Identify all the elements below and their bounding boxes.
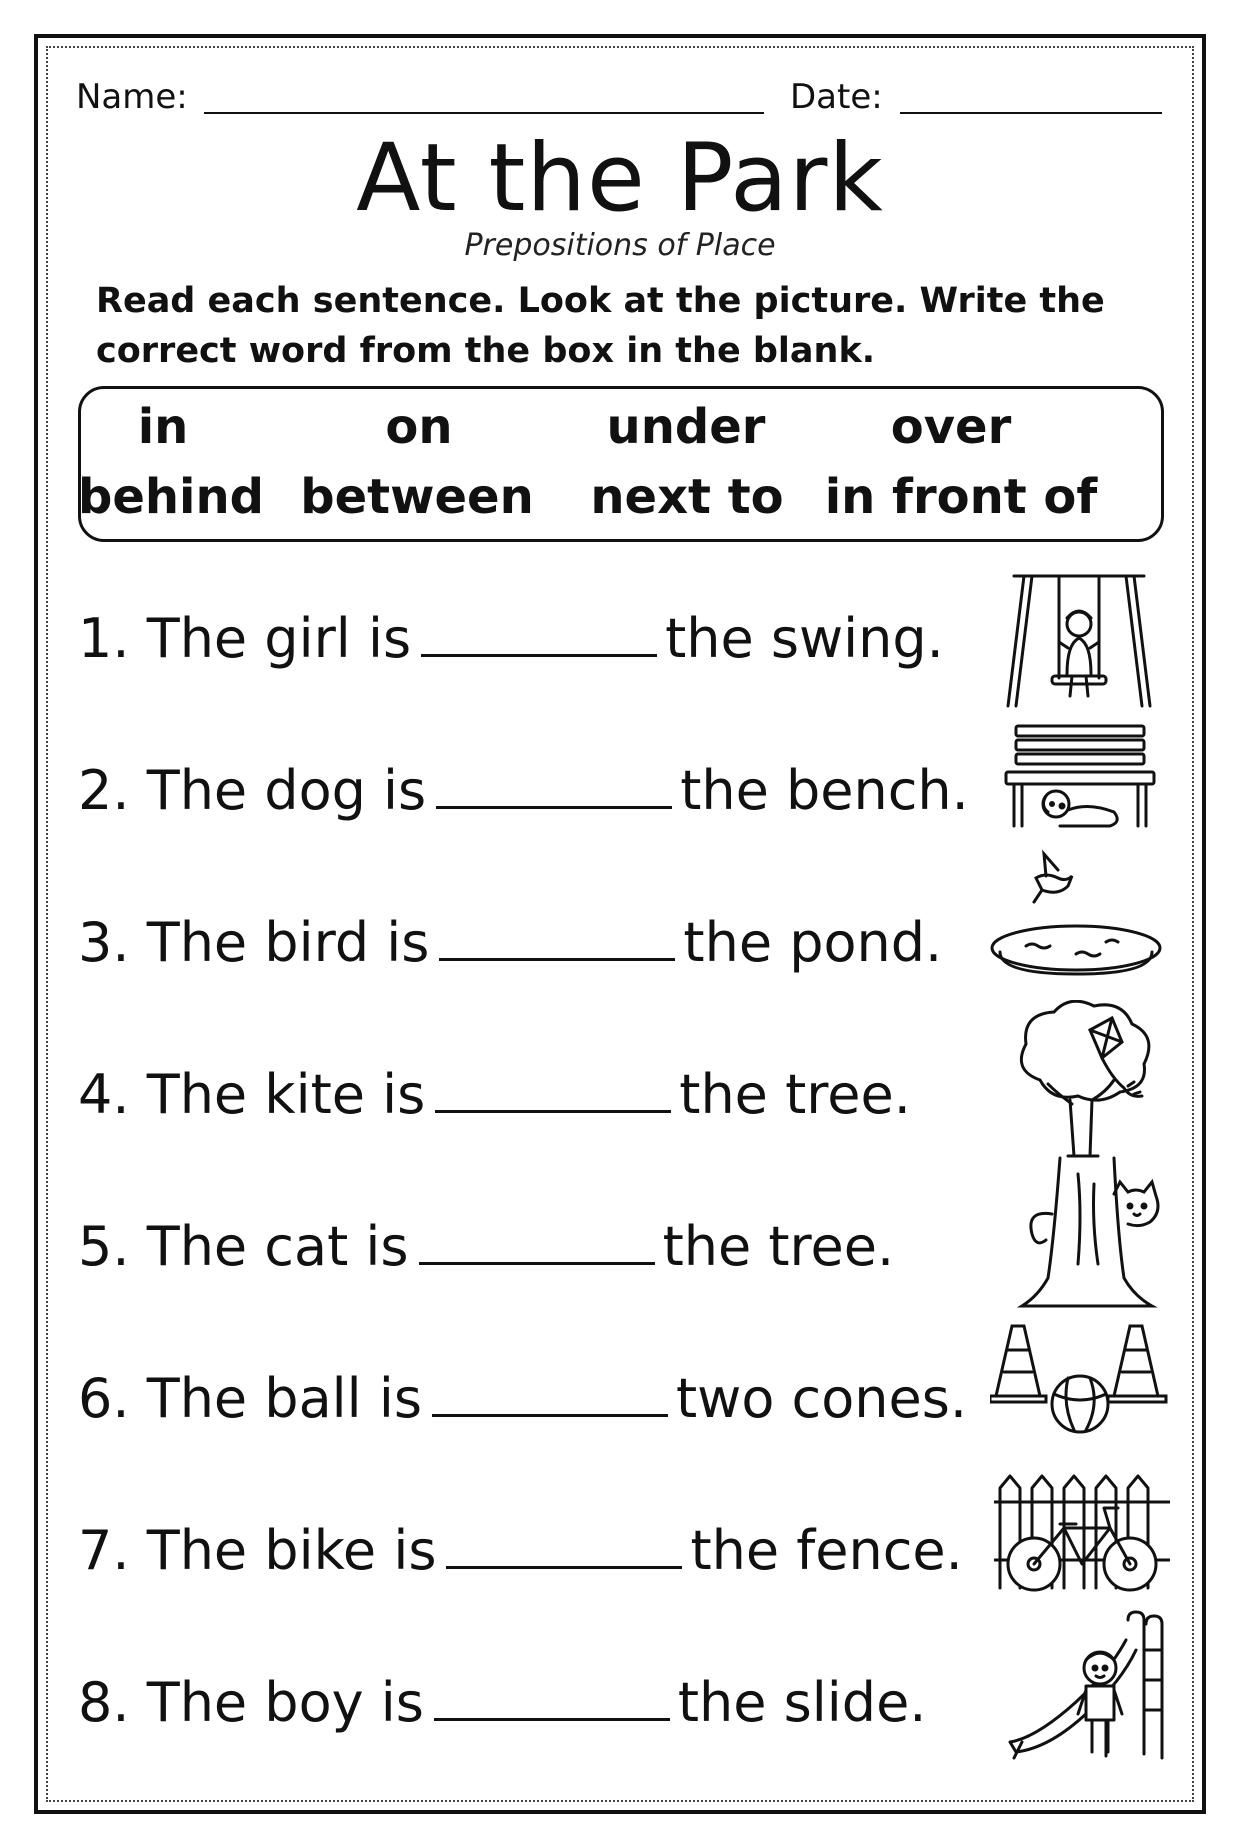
question-row xyxy=(78,1060,911,1130)
question-text-after: two cones. xyxy=(675,1367,967,1430)
girl-on-swing-icon xyxy=(1004,566,1154,712)
answer-blank[interactable] xyxy=(432,1364,668,1417)
name-date-header xyxy=(76,72,1164,122)
question-number: 3. xyxy=(78,911,130,974)
date-field[interactable] xyxy=(900,112,1162,114)
question-row xyxy=(78,604,944,674)
question-text-before: The ball is xyxy=(146,1367,422,1430)
word-bank-item: in xyxy=(137,399,189,455)
name-field[interactable] xyxy=(204,112,764,114)
answer-blank[interactable] xyxy=(434,1668,670,1721)
word-bank-item: next to xyxy=(590,469,784,525)
answer-blank[interactable] xyxy=(446,1516,682,1569)
instructions-text: Read each sentence. Look at the picture. Write the correct word from the box in the blank. xyxy=(96,281,1105,371)
question-number: 1. xyxy=(78,607,130,670)
answer-blank[interactable] xyxy=(421,604,657,657)
word-bank-item: under xyxy=(606,399,766,455)
dog-under-bench-icon xyxy=(1000,720,1160,830)
word-bank-item: over xyxy=(890,399,1012,455)
word-bank-item: on xyxy=(385,399,453,455)
cat-behind-tree-icon xyxy=(1010,1154,1160,1314)
question-text-before: The bike is xyxy=(146,1519,437,1582)
question-number: 8. xyxy=(78,1671,130,1734)
question-number: 7. xyxy=(78,1519,130,1582)
question-number: 6. xyxy=(78,1367,130,1430)
question-number: 2. xyxy=(78,759,130,822)
question-row xyxy=(78,1212,894,1282)
question-text-before: The bird is xyxy=(146,911,430,974)
question-text-before: The boy is xyxy=(146,1671,424,1734)
ball-between-cones-icon xyxy=(990,1320,1170,1440)
question-row xyxy=(78,1668,926,1738)
question-text-after: the tree. xyxy=(662,1215,895,1278)
page-subtitle: Prepositions of Place xyxy=(464,228,776,263)
answer-blank[interactable] xyxy=(435,1060,671,1113)
boy-next-to-slide-icon xyxy=(996,1610,1166,1760)
bike-in-front-of-fence-icon xyxy=(994,1468,1170,1598)
question-row xyxy=(78,1364,967,1434)
word-bank-item: behind xyxy=(77,469,265,525)
question-text-before: The kite is xyxy=(146,1063,426,1126)
question-text-before: The girl is xyxy=(146,607,412,670)
question-text-before: The dog is xyxy=(146,759,427,822)
question-text-after: the fence. xyxy=(690,1519,963,1582)
question-number: 4. xyxy=(78,1063,130,1126)
word-bank-box xyxy=(78,386,1164,542)
word-bank-item: in front of xyxy=(824,469,1098,525)
name-label: Name: xyxy=(76,77,188,117)
question-row xyxy=(78,908,942,978)
answer-blank[interactable] xyxy=(419,1212,655,1265)
word-bank-item: between xyxy=(300,469,534,525)
answer-blank[interactable] xyxy=(439,908,675,961)
question-row xyxy=(78,1516,963,1586)
question-text-after: the slide. xyxy=(677,1671,927,1734)
question-number: 5. xyxy=(78,1215,130,1278)
question-text-after: the tree. xyxy=(679,1063,911,1126)
question-text-after: the bench. xyxy=(680,759,969,822)
kite-in-tree-icon xyxy=(1010,1000,1160,1160)
question-text-after: the swing. xyxy=(665,607,944,670)
bird-over-pond-icon xyxy=(986,848,1166,978)
question-text-before: The cat is xyxy=(146,1215,409,1278)
question-row xyxy=(78,756,969,826)
date-label: Date: xyxy=(790,77,883,117)
page-title: At the Park xyxy=(356,124,884,233)
question-text-after: the pond. xyxy=(683,911,943,974)
answer-blank[interactable] xyxy=(436,756,672,809)
